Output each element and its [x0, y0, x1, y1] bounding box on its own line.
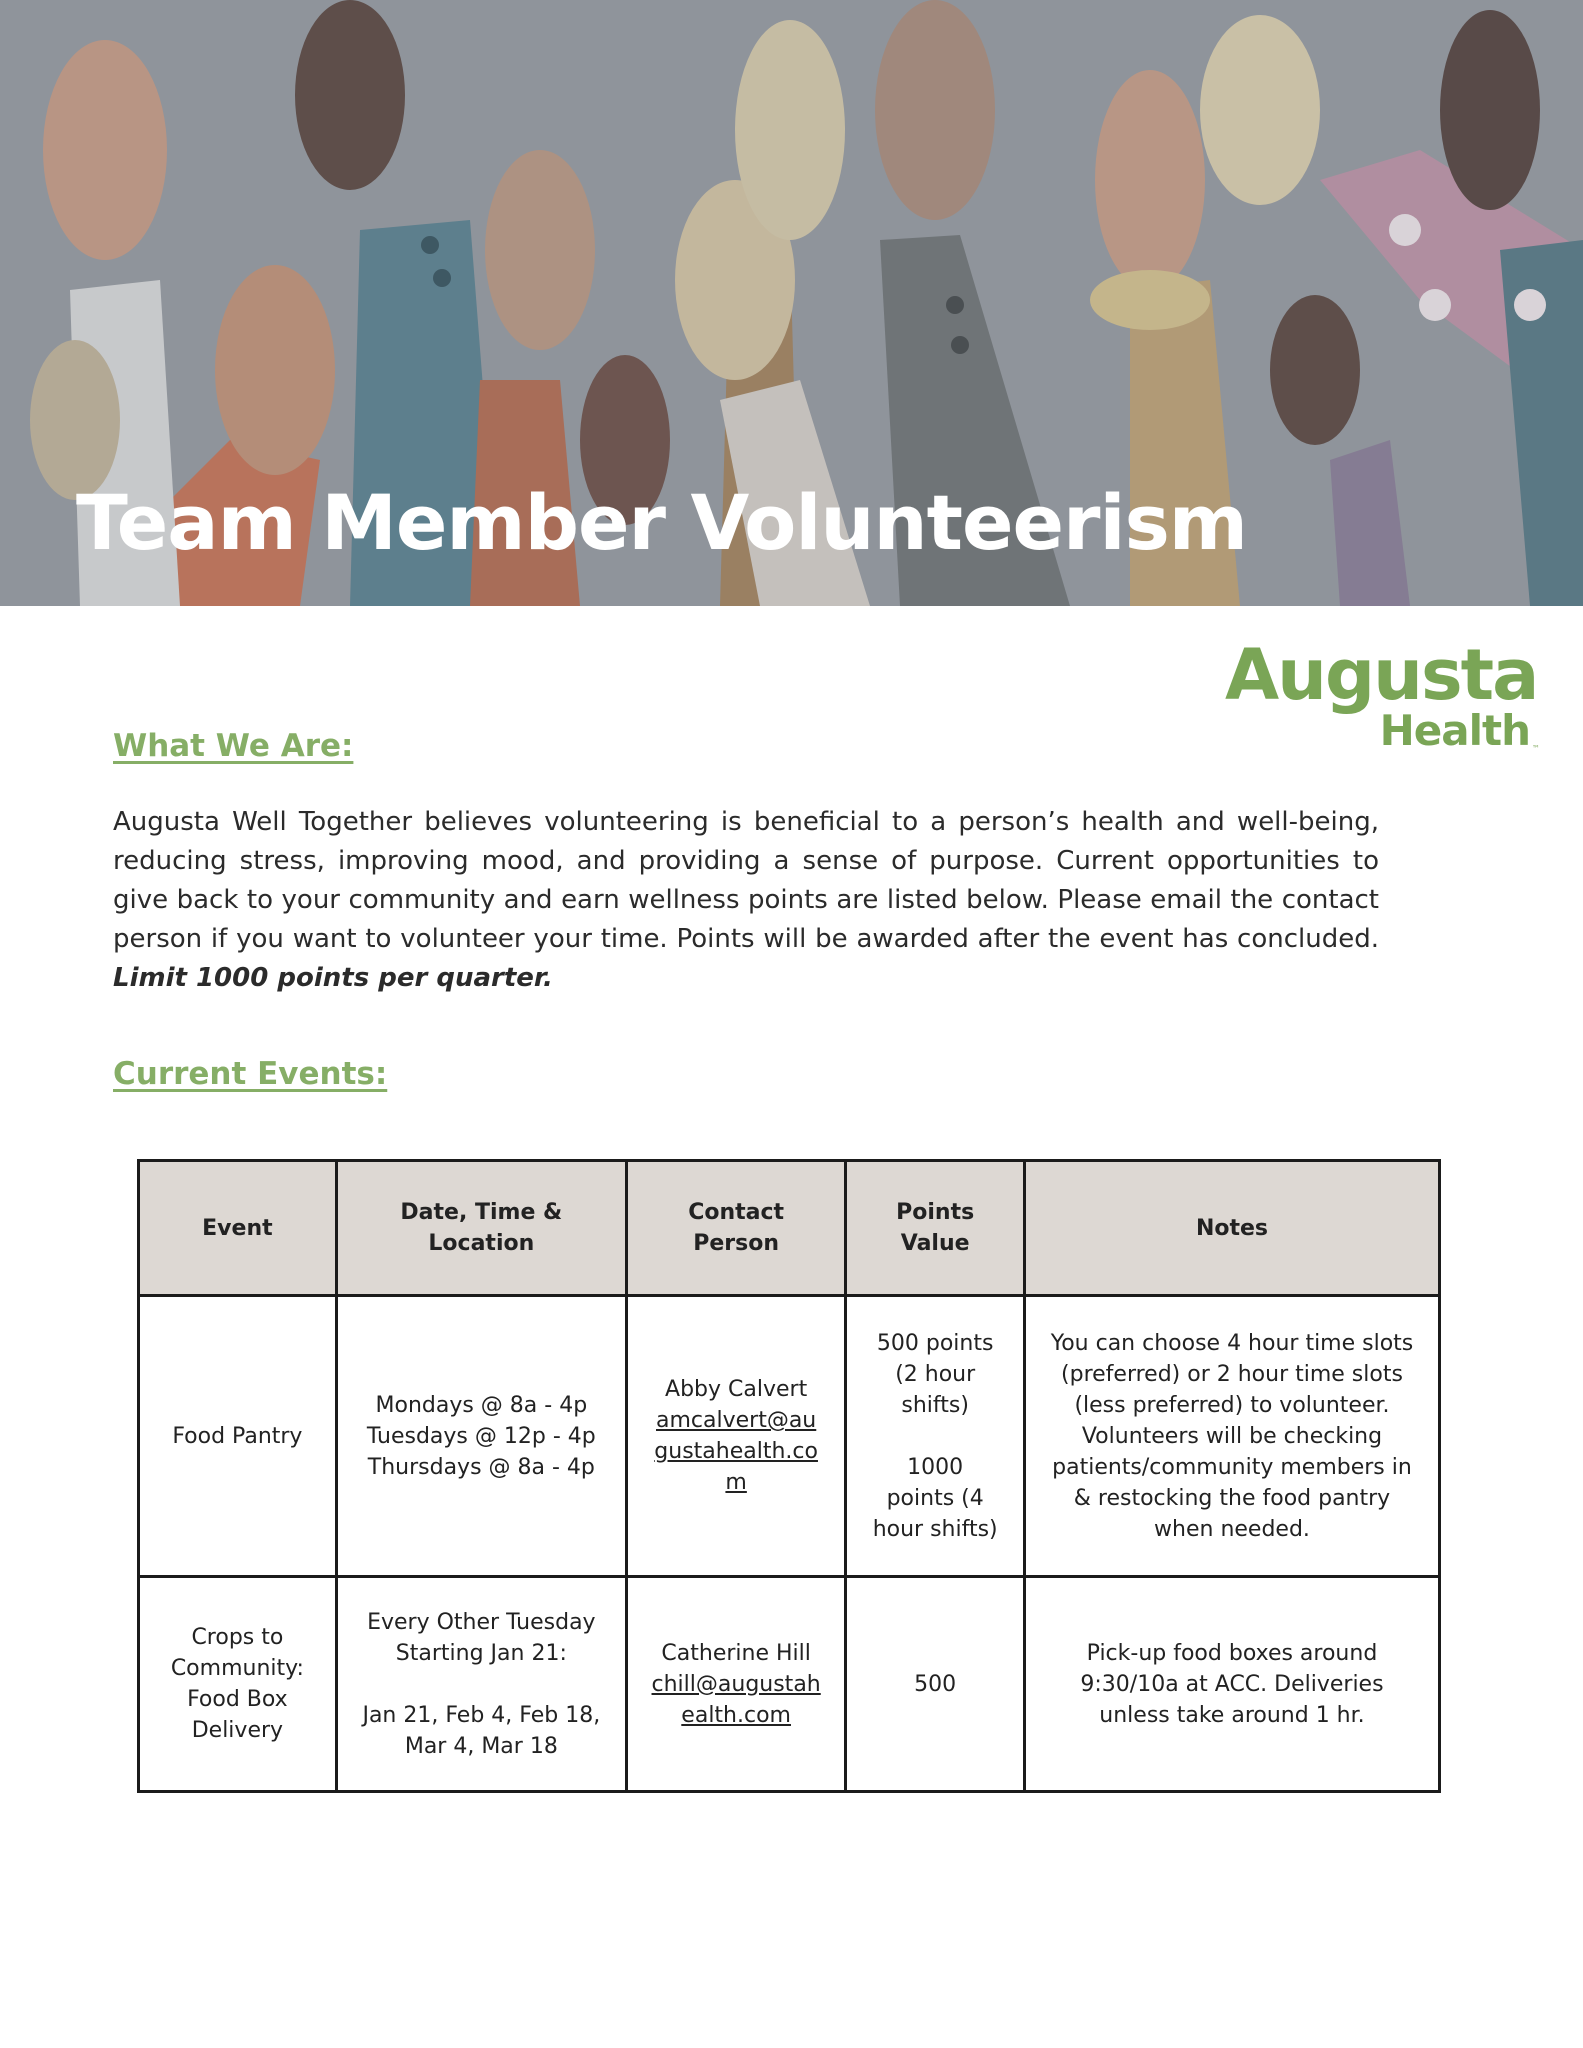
- cell-line: when needed.: [1154, 1516, 1310, 1542]
- page-title: Team Member Volunteerism: [76, 478, 1247, 567]
- header-notes: [1024, 1161, 1439, 1296]
- header-line: Points: [896, 1200, 975, 1225]
- what-we-are-heading: What We Are:: [113, 728, 354, 764]
- header-banner: [0, 0, 1583, 606]
- cell-line: points (4: [886, 1485, 984, 1511]
- logo-sub: Health: [1379, 706, 1530, 755]
- header-line: Value: [900, 1231, 970, 1256]
- cell-event: [139, 1577, 337, 1792]
- cell-line: 1000: [907, 1454, 964, 1480]
- cell-line: Every Other Tuesday: [367, 1609, 596, 1635]
- table-header-row: [139, 1161, 1440, 1296]
- cell-line: (2 hour: [895, 1361, 976, 1387]
- header-line: Event: [202, 1215, 273, 1241]
- cell-line: (less preferred) to volunteer.: [1074, 1392, 1390, 1418]
- cell-line: shifts): [901, 1392, 969, 1418]
- line-gap: [861, 1421, 1009, 1452]
- email-line: ealth.com: [681, 1702, 791, 1728]
- contact-name: Catherine Hill: [661, 1640, 811, 1666]
- cell-line: patients/community members in: [1052, 1454, 1412, 1480]
- line-gap: [352, 1669, 611, 1700]
- contact-email-link[interactable]: [642, 1669, 831, 1731]
- cell-line: Food Pantry: [172, 1423, 303, 1449]
- cell-notes: [1024, 1296, 1439, 1577]
- cell-line: & restocking the food pantry: [1073, 1485, 1391, 1511]
- header-line: Person: [693, 1231, 780, 1256]
- cell-points: [846, 1296, 1025, 1577]
- cell-line: Volunteers will be checking: [1081, 1423, 1383, 1449]
- points-limit-text: Limit 1000 points per quarter.: [113, 963, 553, 993]
- cell-line: Crops to: [191, 1625, 284, 1650]
- cell-line: Pick-up food boxes around: [1086, 1640, 1378, 1666]
- email-line: amcalvert@au: [656, 1408, 817, 1433]
- cell-line: Starting Jan 21:: [395, 1640, 567, 1666]
- cell-datetime: [336, 1577, 626, 1792]
- cell-line: Mar 4, Mar 18: [404, 1733, 558, 1759]
- table-row: [139, 1577, 1440, 1792]
- email-line: gustahealth.co: [654, 1439, 818, 1464]
- events-table: [137, 1159, 1441, 1793]
- cell-line: hour shifts): [872, 1516, 998, 1542]
- email-line: chill@augustah: [651, 1671, 821, 1697]
- cell-line: You can choose 4 hour time slots: [1050, 1330, 1414, 1356]
- cell-contact: [626, 1577, 846, 1792]
- cell-points: [846, 1577, 1025, 1792]
- header-line: Date, Time &: [400, 1200, 563, 1225]
- cell-line: Delivery: [191, 1718, 284, 1743]
- cell-datetime: [336, 1296, 626, 1577]
- cell-line: 500 points: [876, 1330, 994, 1356]
- header-event: [139, 1161, 337, 1296]
- cell-line: 500: [914, 1671, 957, 1697]
- cell-line: Mondays @ 8a - 4p: [375, 1392, 588, 1418]
- email-line: m: [725, 1470, 747, 1495]
- cell-line: Food Box: [187, 1687, 288, 1712]
- cell-line: Jan 21, Feb 4, Feb 18,: [362, 1702, 601, 1728]
- header-line: Contact: [688, 1200, 785, 1225]
- augusta-health-logo: [1225, 634, 1540, 760]
- cell-line: Tuesdays @ 12p - 4p: [366, 1423, 596, 1449]
- contact-email-link[interactable]: [642, 1405, 831, 1498]
- header-line: Notes: [1195, 1215, 1268, 1241]
- cell-line: unless take around 1 hr.: [1099, 1702, 1365, 1728]
- header-date-time-location: [336, 1161, 626, 1296]
- logo-trademark: ™: [1532, 744, 1540, 753]
- cell-line: 9:30/10a at ACC. Deliveries: [1080, 1671, 1384, 1697]
- header-contact-person: [626, 1161, 846, 1296]
- intro-text: Augusta Well Together believes volunteering is beneficial to a person’s health and well-being, reducing stress, improving mood, and providing a sense of purpose. Current opportunities to give back to your community and earn wellness points are listed below. Please email the contact person if you want to volunteer your time. Points will be awarded after the event has concluded.: [113, 807, 1379, 954]
- cell-line: (preferred) or 2 hour time slots: [1061, 1361, 1403, 1387]
- cell-line: Community:: [170, 1656, 304, 1681]
- contact-name: Abby Calvert: [665, 1377, 808, 1402]
- logo-name: Augusta: [1225, 634, 1538, 716]
- cell-contact: [626, 1296, 846, 1577]
- cell-line: Thursdays @ 8a - 4p: [367, 1454, 595, 1480]
- cell-notes: [1024, 1577, 1439, 1792]
- table-row: [139, 1296, 1440, 1577]
- intro-paragraph: [113, 803, 1379, 998]
- cell-event: [139, 1296, 337, 1577]
- current-events-heading: Current Events:: [113, 1056, 388, 1092]
- header-points-value: [846, 1161, 1025, 1296]
- header-line: Location: [428, 1231, 535, 1256]
